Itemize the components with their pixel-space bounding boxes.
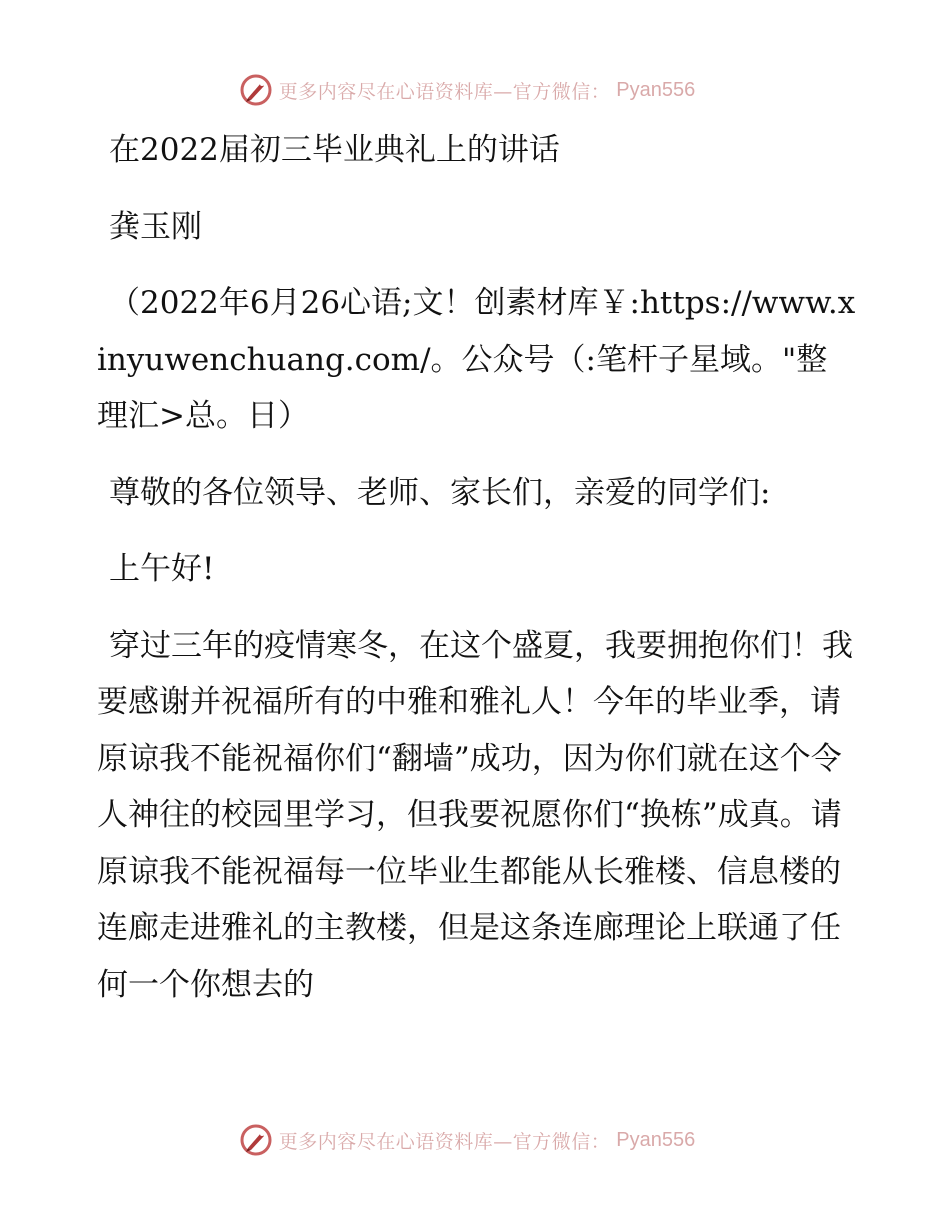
watermark-wechat-id: Pyan556 xyxy=(616,78,696,101)
document-title: 在2022届初三毕业典礼上的讲话 xyxy=(109,132,560,168)
watermark-text: 更多内容尽在心语资料库—官方微信： xyxy=(278,80,611,103)
source-note: （2022年6月26心语;文！创素材库￥:https://www.xinyuwenchuang.com/。公众号（:笔杆子星域。"整理汇>总。日） xyxy=(97,285,856,434)
pen-circle-logo-icon xyxy=(239,1123,273,1157)
body-paragraph: 穿过三年的疫情寒冬，在这个盛夏，我要拥抱你们！我要感谢并祝福所有的中雅和雅礼人！今年的毕业季，请原谅我不能祝福你们“翻墙”成功，因为你们就在这个令人神往的校园里学习，但我要祝愿你们“换栋”成真。请原谅我不能祝福每一位毕业生都能从长雅楼、信息楼的连廊走进雅礼的主教楼，但是这条连廊理论上联通了任何一个你想去的 xyxy=(97,627,853,1003)
header-watermark-banner xyxy=(0,70,950,110)
pen-circle-logo-icon xyxy=(239,73,273,107)
watermark-wechat-id: Pyan556 xyxy=(616,1128,696,1151)
salutation: 尊敬的各位领导、老师、家长们，亲爱的同学们: xyxy=(109,474,771,511)
document-body xyxy=(97,122,857,1013)
watermark-text: 更多内容尽在心语资料库—官方微信： xyxy=(278,1130,611,1153)
greeting: 上午好! xyxy=(109,551,215,587)
footer-watermark-group xyxy=(239,1123,695,1157)
footer-watermark-banner xyxy=(0,1120,950,1160)
header-watermark-group xyxy=(239,73,695,107)
document-author: 龚玉刚 xyxy=(109,208,202,245)
